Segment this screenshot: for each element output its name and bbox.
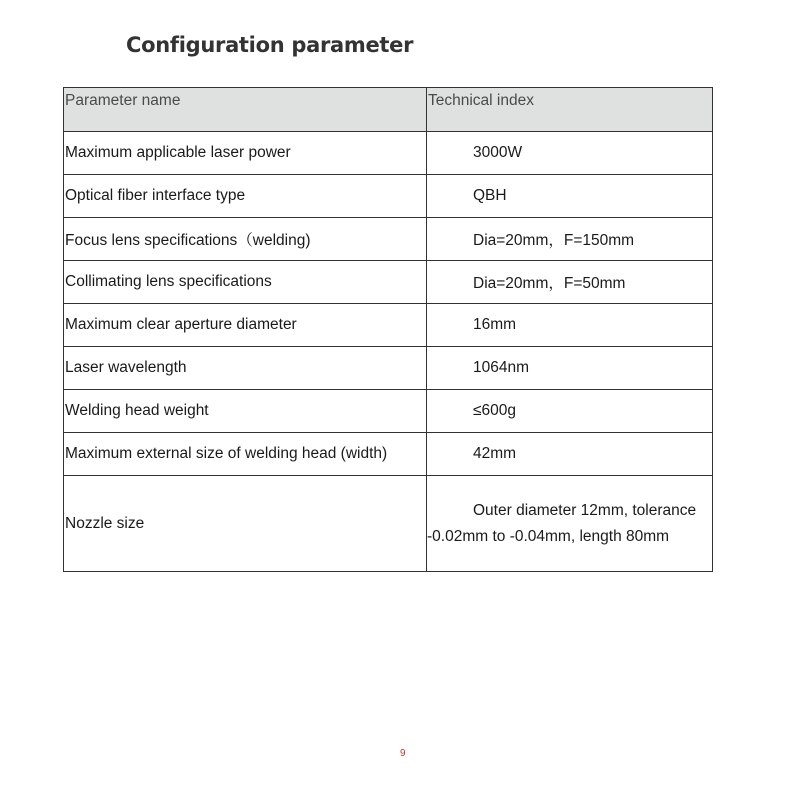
parameter-value: 16mm [427,304,713,347]
table-row [64,390,713,433]
parameter-name: Maximum external size of welding head (width) [64,433,427,476]
table-row [64,304,713,347]
parameter-name: Maximum applicable laser power [64,132,427,175]
table-row [64,261,713,304]
table-row [64,347,713,390]
table-row [64,433,713,476]
parameter-value: 3000W [427,132,713,175]
header-parameter-name: Parameter name [64,88,427,132]
table-row [64,175,713,218]
page-title: Configuration parameter [126,33,414,57]
parameter-value: 42mm [427,433,713,476]
table-row [64,218,713,261]
page-number: 9 [400,748,406,759]
parameter-name: Maximum clear aperture diameter [64,304,427,347]
parameter-value: ≤600g [427,390,713,433]
parameter-value: QBH [427,175,713,218]
parameter-name: Optical fiber interface type [64,175,427,218]
header-technical-index: Technical index [427,88,713,132]
nozzle-size-value: Outer diameter 12mm, tolerance -0.02mm to -0.04mm, length 80mm [427,501,697,545]
parameter-name: Focus lens specifications（welding) [64,218,427,261]
parameter-value: Dia=20mm，F=150mm [427,218,713,261]
parameter-table [63,87,713,572]
table-row [64,476,713,572]
parameter-name: Welding head weight [64,390,427,433]
table-row [64,132,713,175]
parameter-value: Dia=20mm，F=50mm [427,261,713,304]
table-header-row [64,88,713,132]
parameter-value-multiline [427,476,713,572]
parameter-name: Nozzle size [64,476,427,572]
parameter-name: Collimating lens specifications [64,261,427,304]
parameter-value: 1064nm [427,347,713,390]
parameter-name: Laser wavelength [64,347,427,390]
